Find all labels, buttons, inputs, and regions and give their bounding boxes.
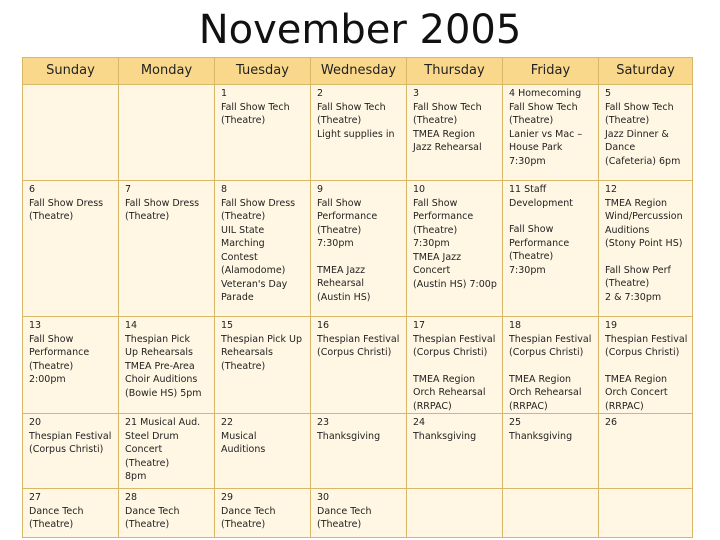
day-events: 4 Homecoming Fall Show Tech (Theatre) Lanier vs Mac – House Park 7:30pm	[509, 88, 583, 167]
day-cell	[503, 317, 599, 414]
day-cell	[599, 414, 693, 489]
day-cell	[215, 414, 311, 489]
day-events: TMEA Region Orch Concert (RRPAC)	[605, 373, 668, 412]
day-events: 15 Thespian Pick Up Rehearsals (Theatre)	[221, 320, 303, 372]
day-events: 1 Fall Show Tech (Theatre)	[221, 88, 290, 126]
day-events: 24 Thanksgiving	[413, 417, 477, 442]
day-events: 11 Staff Development	[509, 184, 573, 209]
week-row	[23, 489, 693, 538]
event-spacer	[413, 360, 498, 373]
day-cell	[599, 85, 693, 181]
weekday-header-row	[23, 58, 693, 85]
day-events: 30 Dance Tech (Theatre)	[317, 492, 372, 530]
weekday-wednesday: Wednesday	[311, 58, 407, 85]
day-events: 7 Fall Show Dress (Theatre)	[125, 184, 200, 222]
event-spacer	[509, 360, 594, 373]
day-events: 6 Fall Show Dress (Theatre)	[29, 184, 104, 222]
empty-day-cell	[23, 85, 119, 181]
weekday-thursday: Thursday	[407, 58, 503, 85]
day-events: 2 Fall Show Tech (Theatre) Light supplies in	[317, 88, 395, 140]
day-events: 28 Dance Tech (Theatre)	[125, 492, 180, 530]
day-events: 21 Musical Aud. Steel Drum Concert (Theatre) 8pm	[125, 417, 201, 482]
day-cell	[503, 181, 599, 317]
day-events: 8 Fall Show Dress (Theatre) UIL State Marching Contest (Alamodome) Veteran's Day Parade	[221, 184, 296, 303]
event-spacer	[509, 210, 594, 223]
week-row	[23, 181, 693, 317]
day-events: TMEA Region Orch Rehearsal (RRPAC)	[413, 373, 486, 412]
empty-day-cell	[503, 489, 599, 538]
day-cell	[23, 489, 119, 538]
day-events: 18 Thespian Festival (Corpus Christi)	[509, 320, 592, 358]
day-cell	[407, 414, 503, 489]
event-spacer	[317, 251, 402, 264]
day-cell	[119, 489, 215, 538]
day-events: 9 Fall Show Performance (Theatre) 7:30pm	[317, 184, 378, 249]
day-cell	[599, 317, 693, 414]
day-events: 13 Fall Show Performance (Theatre) 2:00pm	[29, 320, 90, 385]
weekday-monday: Monday	[119, 58, 215, 85]
week-row	[23, 85, 693, 181]
weekday-tuesday: Tuesday	[215, 58, 311, 85]
day-cell	[23, 414, 119, 489]
day-cell	[215, 181, 311, 317]
calendar-body	[23, 85, 693, 538]
day-events: 3 Fall Show Tech (Theatre) TMEA Region Jazz Rehearsal	[413, 88, 482, 153]
empty-day-cell	[407, 489, 503, 538]
day-events: 29 Dance Tech (Theatre)	[221, 492, 276, 530]
day-events: 17 Thespian Festival (Corpus Christi)	[413, 320, 496, 358]
day-cell	[119, 181, 215, 317]
day-events: 19 Thespian Festival (Corpus Christi)	[605, 320, 688, 358]
day-cell	[407, 181, 503, 317]
day-cell	[311, 85, 407, 181]
day-cell	[311, 317, 407, 414]
day-cell	[215, 317, 311, 414]
day-cell	[23, 317, 119, 414]
day-events: 23 Thanksgiving	[317, 417, 381, 442]
day-cell	[407, 317, 503, 414]
day-events: 20 Thespian Festival (Corpus Christi)	[29, 417, 112, 455]
day-events: 25 Thanksgiving	[509, 417, 573, 442]
day-events: Fall Show Performance (Theatre) 7:30pm	[509, 224, 570, 276]
day-cell	[311, 181, 407, 317]
day-cell	[23, 181, 119, 317]
weekday-saturday: Saturday	[599, 58, 693, 85]
month-calendar	[22, 57, 693, 538]
day-cell	[407, 85, 503, 181]
day-events: 10 Fall Show Performance (Theatre) 7:30pm TMEA Jazz Concert (Austin HS) 7:00p	[413, 184, 497, 290]
day-events: 14 Thespian Pick Up Rehearsals TMEA Pre-Area Choir Auditions (Bowie HS) 5pm	[125, 320, 202, 399]
week-row	[23, 414, 693, 489]
day-events: TMEA Jazz Rehearsal (Austin HS)	[317, 264, 371, 303]
day-events: 5 Fall Show Tech (Theatre) Jazz Dinner & Dance (Cafeteria) 6pm	[605, 88, 681, 167]
day-cell	[503, 414, 599, 489]
weekday-friday: Friday	[503, 58, 599, 85]
day-cell	[119, 317, 215, 414]
event-spacer	[605, 251, 688, 264]
day-cell	[215, 489, 311, 538]
empty-day-cell	[599, 489, 693, 538]
day-cell	[311, 414, 407, 489]
day-cell	[503, 85, 599, 181]
day-events: 27 Dance Tech (Theatre)	[29, 492, 84, 530]
calendar-title: November 2005	[198, 7, 522, 53]
day-events: 26	[605, 417, 618, 428]
weekday-sunday: Sunday	[23, 58, 119, 85]
day-cell	[119, 414, 215, 489]
day-cell	[215, 85, 311, 181]
day-events: 16 Thespian Festival (Corpus Christi)	[317, 320, 400, 358]
day-events: 12 TMEA Region Wind/Percussion Auditions (Stony Point HS)	[605, 184, 683, 249]
event-spacer	[605, 360, 688, 373]
day-events: 22 Musical Auditions	[221, 417, 266, 455]
day-cell	[599, 181, 693, 317]
day-events: TMEA Region Orch Rehearsal (RRPAC)	[509, 373, 582, 412]
day-events: Fall Show Perf (Theatre) 2 & 7:30pm	[605, 264, 671, 303]
week-row	[23, 317, 693, 414]
empty-day-cell	[119, 85, 215, 181]
day-cell	[311, 489, 407, 538]
